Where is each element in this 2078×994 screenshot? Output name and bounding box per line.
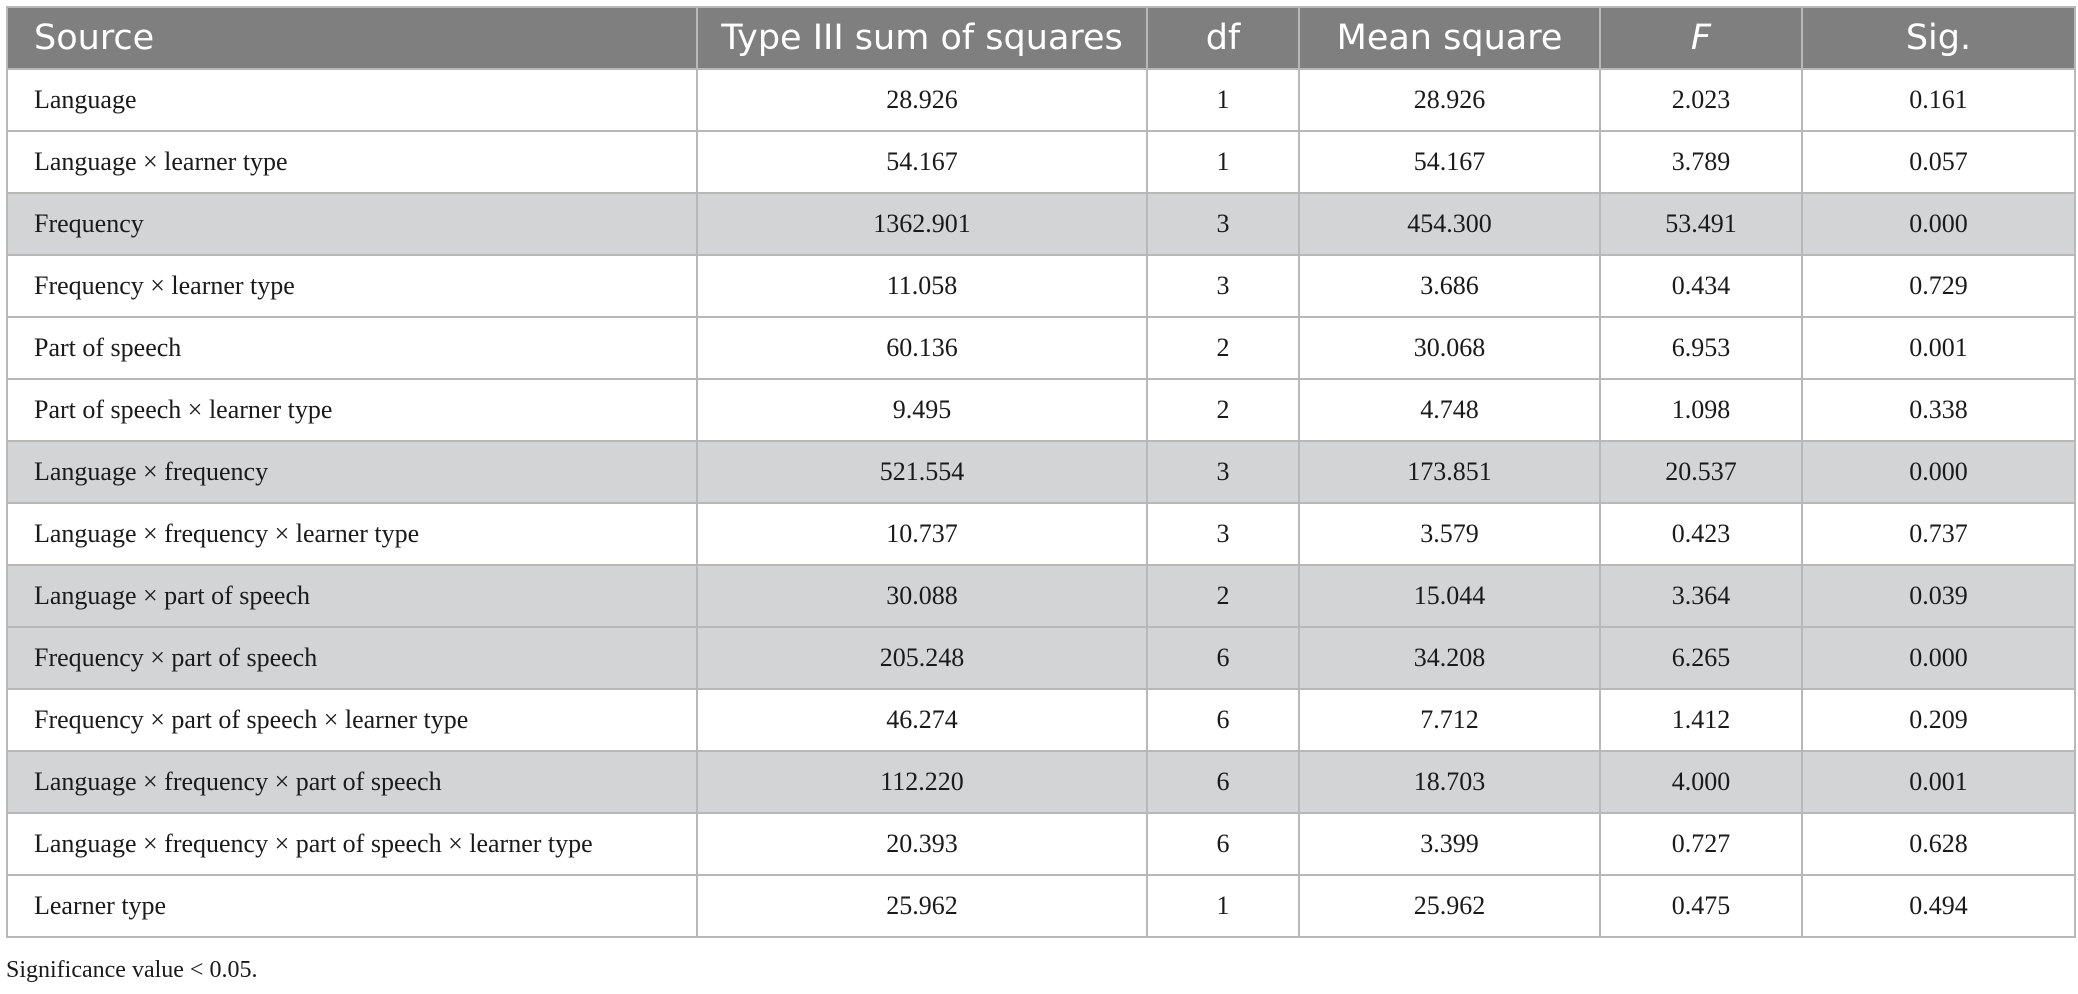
table-row <box>7 131 2075 193</box>
cell-sig: 0.057 <box>1802 131 2075 193</box>
table-row <box>7 503 2075 565</box>
cell-sum-of-squares: 521.554 <box>697 441 1147 503</box>
cell-f: 20.537 <box>1600 441 1802 503</box>
cell-f: 0.475 <box>1600 875 1802 937</box>
cell-sig: 0.737 <box>1802 503 2075 565</box>
table-row <box>7 317 2075 379</box>
cell-source: Frequency × part of speech × learner type <box>7 689 697 751</box>
table-row <box>7 69 2075 131</box>
cell-sum-of-squares: 60.136 <box>697 317 1147 379</box>
header-sum-of-squares: Type III sum of squares <box>697 7 1147 69</box>
cell-f: 3.364 <box>1600 565 1802 627</box>
cell-source: Language × frequency × part of speech <box>7 751 697 813</box>
cell-sig: 0.729 <box>1802 255 2075 317</box>
cell-f: 0.434 <box>1600 255 1802 317</box>
cell-sig: 0.039 <box>1802 565 2075 627</box>
header-row <box>7 7 2075 69</box>
cell-sum-of-squares: 11.058 <box>697 255 1147 317</box>
header-mean-square: Mean square <box>1299 7 1600 69</box>
table-row <box>7 379 2075 441</box>
table-row <box>7 813 2075 875</box>
cell-source: Language <box>7 69 697 131</box>
header-f: F <box>1600 7 1802 69</box>
cell-sig: 0.000 <box>1802 193 2075 255</box>
cell-mean-square: 3.686 <box>1299 255 1600 317</box>
cell-mean-square: 454.300 <box>1299 193 1600 255</box>
cell-source: Part of speech <box>7 317 697 379</box>
cell-f: 6.953 <box>1600 317 1802 379</box>
cell-mean-square: 4.748 <box>1299 379 1600 441</box>
cell-f: 53.491 <box>1600 193 1802 255</box>
cell-df: 2 <box>1147 317 1299 379</box>
cell-df: 1 <box>1147 131 1299 193</box>
cell-df: 6 <box>1147 689 1299 751</box>
cell-df: 3 <box>1147 255 1299 317</box>
cell-sum-of-squares: 9.495 <box>697 379 1147 441</box>
cell-sig: 0.338 <box>1802 379 2075 441</box>
cell-f: 1.098 <box>1600 379 1802 441</box>
table-body <box>7 69 2075 937</box>
cell-sig: 0.628 <box>1802 813 2075 875</box>
cell-source: Language × part of speech <box>7 565 697 627</box>
cell-sum-of-squares: 25.962 <box>697 875 1147 937</box>
cell-f: 4.000 <box>1600 751 1802 813</box>
cell-sum-of-squares: 30.088 <box>697 565 1147 627</box>
cell-df: 2 <box>1147 379 1299 441</box>
cell-sig: 0.001 <box>1802 751 2075 813</box>
cell-sum-of-squares: 1362.901 <box>697 193 1147 255</box>
cell-f: 0.423 <box>1600 503 1802 565</box>
cell-source: Frequency × part of speech <box>7 627 697 689</box>
cell-df: 3 <box>1147 441 1299 503</box>
cell-sum-of-squares: 10.737 <box>697 503 1147 565</box>
cell-source: Frequency <box>7 193 697 255</box>
table-row <box>7 751 2075 813</box>
cell-df: 3 <box>1147 193 1299 255</box>
cell-df: 6 <box>1147 627 1299 689</box>
cell-mean-square: 34.208 <box>1299 627 1600 689</box>
cell-sig: 0.001 <box>1802 317 2075 379</box>
cell-mean-square: 3.399 <box>1299 813 1600 875</box>
cell-mean-square: 3.579 <box>1299 503 1600 565</box>
cell-sum-of-squares: 54.167 <box>697 131 1147 193</box>
cell-sig: 0.000 <box>1802 627 2075 689</box>
cell-sum-of-squares: 28.926 <box>697 69 1147 131</box>
cell-mean-square: 7.712 <box>1299 689 1600 751</box>
cell-df: 2 <box>1147 565 1299 627</box>
header-sig: Sig. <box>1802 7 2075 69</box>
table-row <box>7 627 2075 689</box>
cell-source: Language × frequency × learner type <box>7 503 697 565</box>
cell-source: Frequency × learner type <box>7 255 697 317</box>
cell-mean-square: 15.044 <box>1299 565 1600 627</box>
cell-source: Learner type <box>7 875 697 937</box>
table-row <box>7 255 2075 317</box>
cell-mean-square: 54.167 <box>1299 131 1600 193</box>
cell-source: Language × learner type <box>7 131 697 193</box>
table-row <box>7 565 2075 627</box>
cell-source: Part of speech × learner type <box>7 379 697 441</box>
cell-sum-of-squares: 205.248 <box>697 627 1147 689</box>
cell-mean-square: 28.926 <box>1299 69 1600 131</box>
cell-f: 0.727 <box>1600 813 1802 875</box>
cell-df: 1 <box>1147 69 1299 131</box>
cell-sum-of-squares: 46.274 <box>697 689 1147 751</box>
cell-sum-of-squares: 112.220 <box>697 751 1147 813</box>
cell-sig: 0.000 <box>1802 441 2075 503</box>
cell-mean-square: 18.703 <box>1299 751 1600 813</box>
anova-table <box>6 6 2076 938</box>
header-source: Source <box>7 7 697 69</box>
anova-table-container <box>6 6 2074 938</box>
footnote: Significance value < 0.05. <box>6 957 258 983</box>
cell-source: Language × frequency × part of speech × learner type <box>7 813 697 875</box>
cell-df: 6 <box>1147 751 1299 813</box>
cell-f: 3.789 <box>1600 131 1802 193</box>
cell-mean-square: 25.962 <box>1299 875 1600 937</box>
cell-sum-of-squares: 20.393 <box>697 813 1147 875</box>
cell-source: Language × frequency <box>7 441 697 503</box>
cell-f: 2.023 <box>1600 69 1802 131</box>
cell-mean-square: 30.068 <box>1299 317 1600 379</box>
cell-sig: 0.209 <box>1802 689 2075 751</box>
cell-sig: 0.161 <box>1802 69 2075 131</box>
cell-sig: 0.494 <box>1802 875 2075 937</box>
cell-df: 6 <box>1147 813 1299 875</box>
table-row <box>7 193 2075 255</box>
cell-df: 1 <box>1147 875 1299 937</box>
cell-f: 6.265 <box>1600 627 1802 689</box>
table-row <box>7 689 2075 751</box>
table-row <box>7 441 2075 503</box>
cell-mean-square: 173.851 <box>1299 441 1600 503</box>
header-df: df <box>1147 7 1299 69</box>
table-row <box>7 875 2075 937</box>
cell-f: 1.412 <box>1600 689 1802 751</box>
cell-df: 3 <box>1147 503 1299 565</box>
